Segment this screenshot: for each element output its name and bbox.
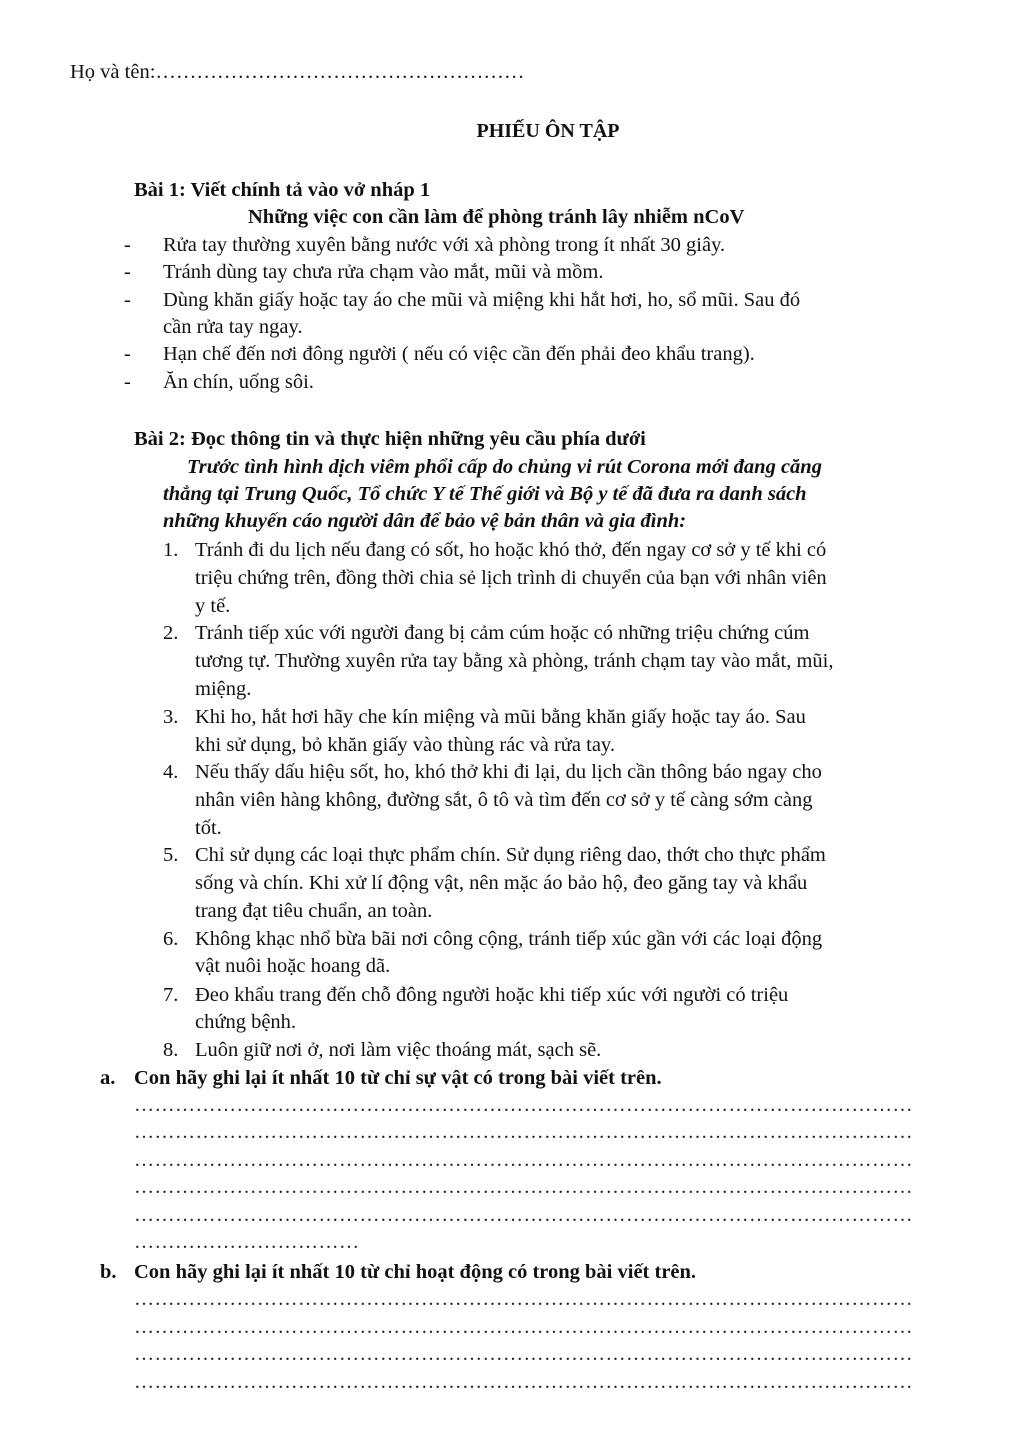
item-line: Luôn giữ nơi ở, nơi làm việc thoáng mát, sạch sẽ. (195, 1039, 602, 1061)
question-a-label: a. (100, 1067, 116, 1089)
item-number: 4. (163, 761, 179, 783)
item-line: miệng. (195, 678, 252, 700)
bai2-intro-line: Trước tình hình dịch viêm phổi cấp do chủng vi rút Corona mới đang căng (187, 456, 822, 478)
item-line: nhân viên hàng không, đường sắt, ô tô và tìm đến cơ sở y tế càng sớm càng (195, 789, 813, 811)
bai2-intro-line: những khuyến cáo người dân để bảo vệ bản thân và gia đình: (163, 510, 687, 532)
answer-line-a[interactable]: …………………………………………………………………………………………………… (134, 1176, 913, 1198)
answer-line-b[interactable]: …………………………………………………………………………………………………… (134, 1371, 913, 1393)
bullet-dash: - (124, 261, 131, 283)
question-b (100, 1259, 697, 1286)
bullet-dash: - (124, 289, 131, 311)
bai1-heading: Bài 1: Viết chính tả vào vở nháp 1 (134, 179, 431, 201)
item-number: 1. (163, 539, 179, 561)
question-b-label: b. (100, 1261, 117, 1283)
item-line: vật nuôi hoặc hoang dã. (195, 955, 391, 977)
item-number: 8. (163, 1039, 179, 1061)
bullet-line: Ăn chín, uống sôi. (163, 371, 314, 393)
answer-line-b[interactable]: …………………………………………………………………………………………………… (134, 1288, 913, 1310)
item-line: tương tự. Thường xuyên rửa tay bằng xà phòng, tránh chạm tay vào mắt, mũi, (195, 650, 834, 672)
item-number: 5. (163, 844, 179, 866)
item-line: khi sử dụng, bỏ khăn giấy vào thùng rác và rửa tay. (195, 734, 615, 756)
item-line: sống và chín. Khi xử lí động vật, nên mặc áo bảo hộ, đeo găng tay và khẩu (195, 872, 808, 894)
question-a (100, 1065, 662, 1092)
item-line: Khi ho, hắt hơi hãy che kín miệng và mũi bằng khăn giấy hoặc tay áo. Sau (195, 706, 806, 728)
question-b-text: Con hãy ghi lại ít nhất 10 từ chỉ hoạt động có trong bài viết trên. (134, 1261, 697, 1283)
item-line: triệu chứng trên, đồng thời chia sẻ lịch trình di chuyển của bạn với nhân viên (195, 567, 827, 589)
answer-line-a[interactable]: …………………………………………………………………………………………………… (134, 1121, 913, 1143)
item-number: 2. (163, 622, 179, 644)
item-line: Chỉ sử dụng các loại thực phẩm chín. Sử dụng riêng dao, thớt cho thực phẩm (195, 844, 826, 866)
item-line: trang đạt tiêu chuẩn, an toàn. (195, 900, 433, 922)
item-number: 6. (163, 928, 179, 950)
question-a-text: Con hãy ghi lại ít nhất 10 từ chỉ sự vật có trong bài viết trên. (134, 1067, 662, 1089)
item-line: Nếu thấy dấu hiệu sốt, ho, khó thở khi đi lại, du lịch cần thông báo ngay cho (195, 761, 822, 783)
bai2-intro-line: thẳng tại Trung Quốc, Tổ chức Y tế Thế giới và Bộ y tế đã đưa ra danh sách (163, 483, 807, 505)
item-number: 3. (163, 706, 179, 728)
name-fill-dots[interactable]: ……………………………………………… (155, 61, 525, 83)
item-line: y tế. (195, 595, 231, 617)
item-line: Tránh đi du lịch nếu đang có sốt, ho hoặc khó thở, đến ngay cơ sở y tế khi có (195, 539, 827, 561)
bullet-line: Tránh dùng tay chưa rửa chạm vào mắt, mũi và mồm. (163, 261, 604, 283)
answer-line-a[interactable]: …………………………………………………………………………………………………… (134, 1204, 913, 1226)
answer-line-a[interactable]: …………………………………………………………………………………………………… (134, 1149, 913, 1171)
answer-line-b[interactable]: …………………………………………………………………………………………………… (134, 1316, 913, 1338)
bullet-dash: - (124, 371, 131, 393)
answer-line-a[interactable]: …………………………………………………………………………………………………… (134, 1094, 913, 1116)
answer-line-a[interactable]: …………………………… (134, 1231, 360, 1253)
item-line: tốt. (195, 817, 222, 839)
answer-line-b[interactable]: …………………………………………………………………………………………………… (134, 1343, 913, 1365)
item-line: Không khạc nhổ bừa bãi nơi công cộng, tránh tiếp xúc gần với các loại động (195, 928, 823, 950)
page-title: PHIẾU ÔN TẬP (476, 120, 620, 142)
item-line: chứng bệnh. (195, 1011, 297, 1033)
bai2-heading: Bài 2: Đọc thông tin và thực hiện những yêu cầu phía dưới (134, 428, 646, 450)
bullet-dash: - (124, 343, 131, 365)
bullet-line: cần rửa tay ngay. (163, 316, 303, 338)
name-label-row (70, 59, 524, 86)
item-number: 7. (163, 984, 179, 1006)
bullet-line: Hạn chế đến nơi đông người ( nếu có việc cần đến phải đeo khẩu trang). (163, 343, 755, 365)
bai1-subtitle: Những việc con cần làm để phòng tránh lây nhiễm nCoV (248, 206, 745, 228)
item-line: Đeo khẩu trang đến chỗ đông người hoặc khi tiếp xúc với người có triệu (195, 984, 789, 1006)
bullet-dash: - (124, 234, 131, 256)
bullet-line: Dùng khăn giấy hoặc tay áo che mũi và miệng khi hắt hơi, ho, sổ mũi. Sau đó (163, 289, 801, 311)
item-line: Tránh tiếp xúc với người đang bị cảm cúm hoặc có những triệu chứng cúm (195, 622, 810, 644)
bullet-line: Rửa tay thường xuyên bằng nước với xà phòng trong ít nhất 30 giây. (163, 234, 726, 256)
name-label: Họ và tên: (70, 61, 156, 83)
